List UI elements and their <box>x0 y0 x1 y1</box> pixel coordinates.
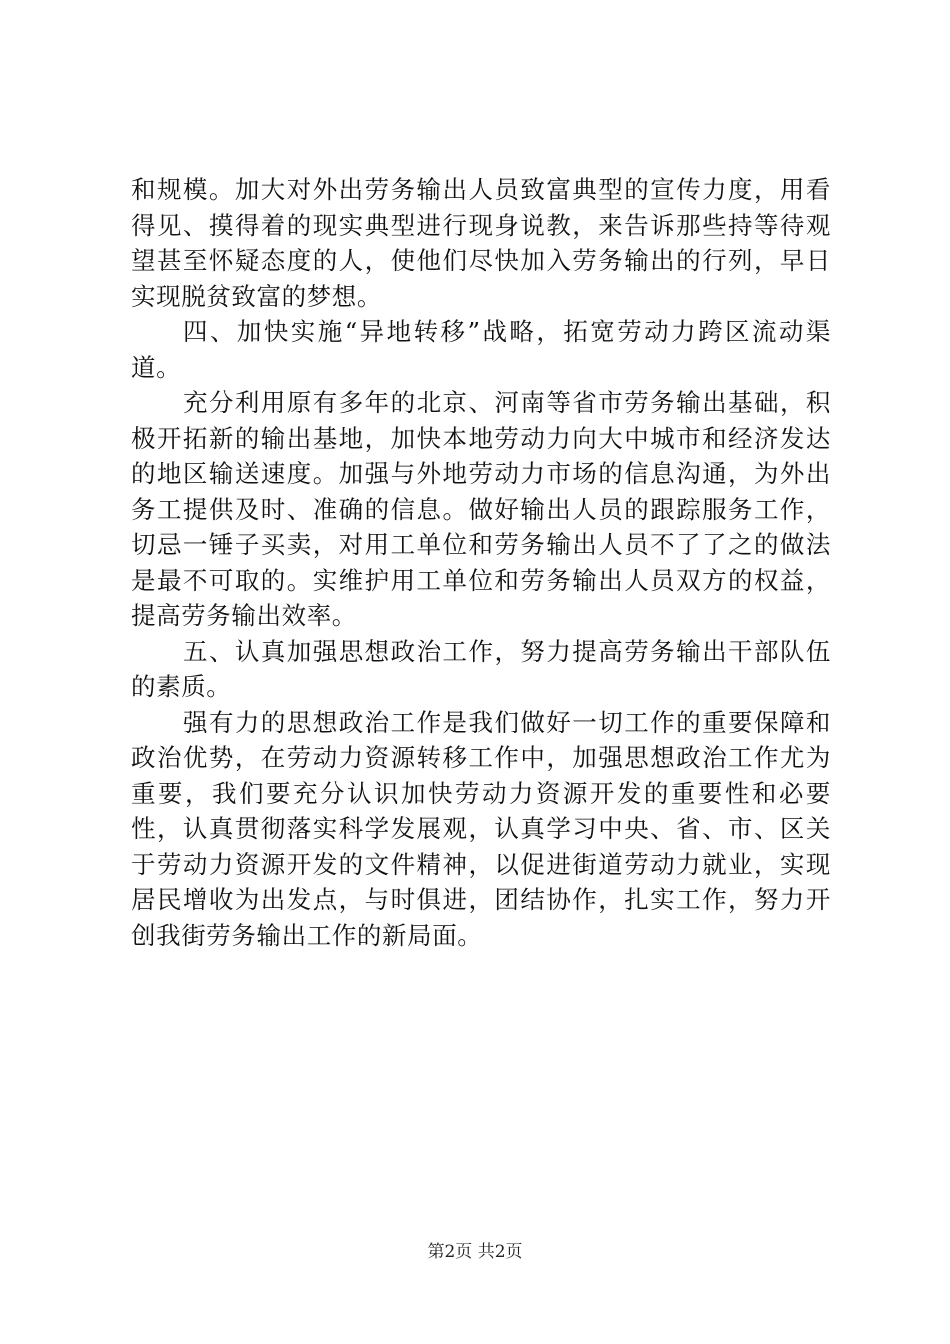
page-footer: 第2页 共2页 <box>427 1242 523 1262</box>
document-body <box>131 172 831 953</box>
section-heading-4: 四、加快实施“异地转移”战略，拓宽劳动力跨区流动渠道。 <box>131 317 831 382</box>
body-paragraph-continuation: 和规模。加大对外出劳务输出人员致富典型的宣传力度，用看得见、摸得着的现实典型进行现身说教，来告诉那些持等待观望甚至怀疑态度的人，使他们尽快加入劳务输出的行列，早日实现脱贫致富的梦想。 <box>131 175 831 311</box>
body-paragraph: 充分利用原有多年的北京、河南等省市劳务输出基础，积极开拓新的输出基地，加快本地劳动力向大中城市和经济发达的地区输送速度。加强与外地劳动力市场的信息沟通，为外出务工提供及时、准确的信息。做好输出人员的跟踪服务工作，切忌一锤子买卖，对用工单位和劳务输出人员不了了之的做法是最不可取的。实维护用工单位和劳务输出人员双方的权益，提高劳务输出效率。 <box>131 388 831 630</box>
section-heading-5: 五、认真加强思想政治工作，努力提高劳务输出干部队伍的素质。 <box>131 636 831 701</box>
body-paragraph: 强有力的思想政治工作是我们做好一切工作的重要保障和政治优势，在劳动力资源转移工作中，加强思想政治工作尤为重要，我们要充分认识加快劳动力资源开发的重要性和必要性，认真贯彻落实科学发展观，认真学习中央、省、市、区关于劳动力资源开发的文件精神，以促进街道劳动力就业，实现居民增收为出发点，与时俱进，团结协作，扎实工作，努力开创我街劳务输出工作的新局面。 <box>131 707 831 950</box>
